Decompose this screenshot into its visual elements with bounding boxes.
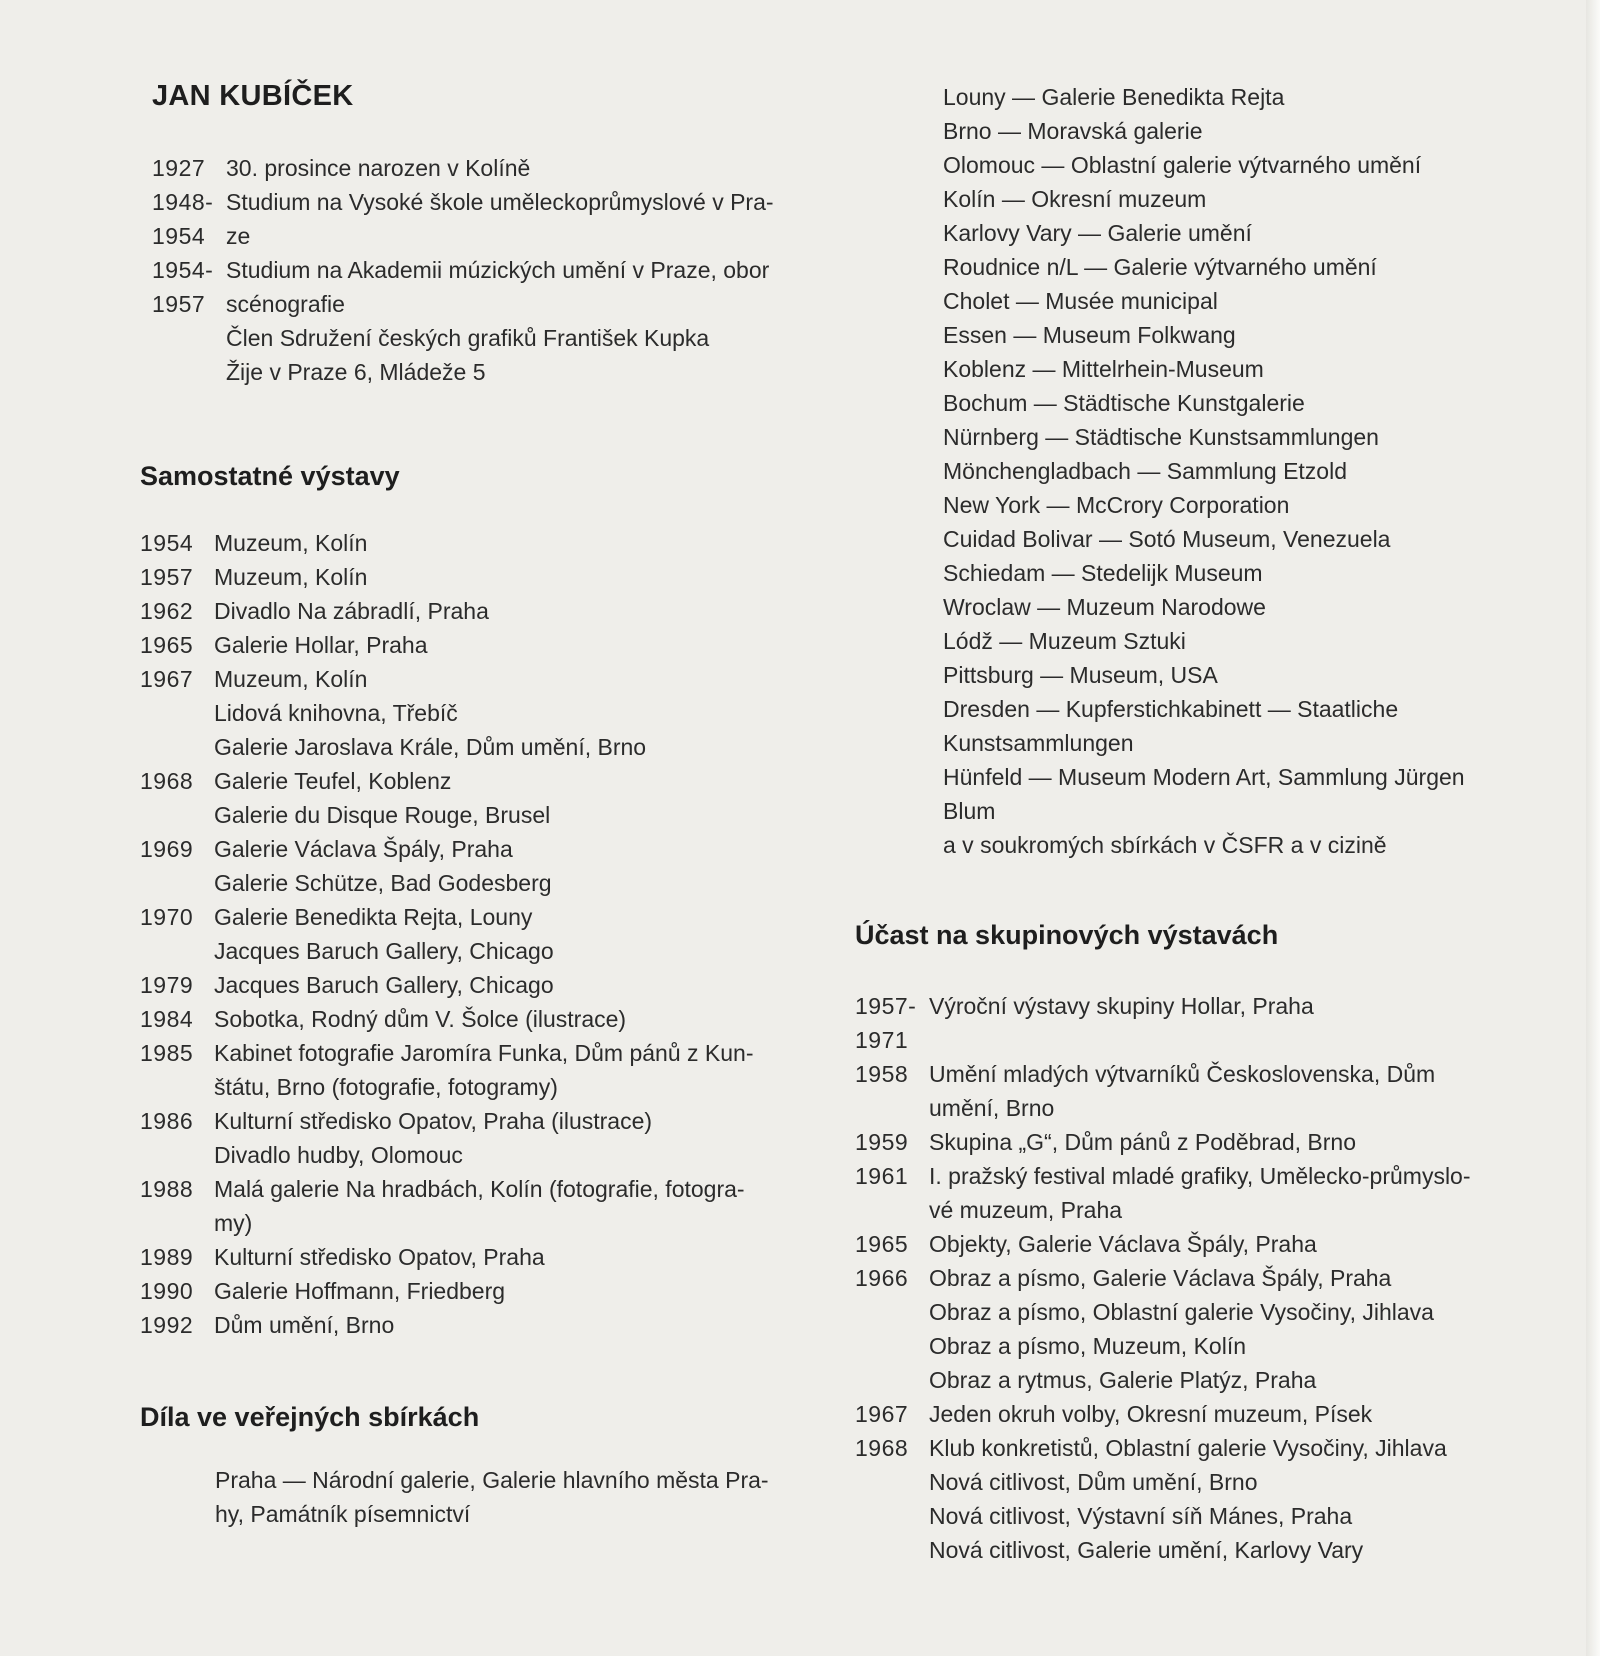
list-item: [140, 798, 800, 832]
entry-year: [855, 1193, 929, 1227]
list-item: [140, 696, 800, 730]
entry-text: Galerie du Disque Rouge, Brusel: [214, 802, 551, 828]
list-item: [855, 1125, 1505, 1159]
entry-text: Galerie Schütze, Bad Godesberg: [214, 870, 552, 896]
list-item: [140, 968, 800, 1002]
list-item: [140, 866, 800, 900]
public-collection-line: hy, Památník písemnictví: [215, 1501, 471, 1527]
entry-text: Nová citlivost, Výstavní síň Mánes, Praha: [929, 1503, 1353, 1529]
list-item: [140, 628, 800, 662]
list-item: [855, 1159, 1505, 1193]
solo-exhibitions-section: [140, 461, 800, 1342]
entry-year: 1992: [140, 1312, 194, 1338]
list-item: [855, 1193, 1505, 1227]
entry-text: Nová citlivost, Galerie umění, Karlovy Vary: [929, 1537, 1364, 1563]
list-item: [140, 526, 800, 560]
entry-year: 1988: [140, 1176, 194, 1202]
left-column: [140, 80, 800, 1531]
list-item: [855, 1227, 1505, 1261]
collection-line: Lódž — Muzeum Sztuki: [943, 628, 1186, 654]
entry-year: 1967: [855, 1401, 909, 1427]
collection-line: Cuidad Bolivar — Sotó Museum, Venezuela: [943, 526, 1391, 552]
list-item: [140, 1172, 800, 1206]
entry-text: Studium na Akademii múzických umění v Praze, obor: [226, 257, 770, 283]
collection-line: New York — McCrory Corporation: [943, 492, 1290, 518]
list-item: [140, 1138, 800, 1172]
entry-year: [140, 1206, 214, 1240]
entry-year: [140, 1138, 214, 1172]
entry-year: 1989: [140, 1244, 194, 1270]
list-item: [140, 560, 800, 594]
collection-line: Pittsburg — Museum, USA: [943, 662, 1218, 688]
entry-year: 1986: [140, 1108, 194, 1134]
entry-text: Divadlo hudby, Olomouc: [214, 1142, 463, 1168]
entry-year: 1990: [140, 1278, 194, 1304]
list-item: [855, 1465, 1505, 1499]
list-item: [152, 355, 800, 389]
list-item: [140, 1274, 800, 1308]
entry-year: [855, 1329, 929, 1363]
entry-text: Muzeum, Kolín: [214, 564, 368, 590]
entry-text: Galerie Hollar, Praha: [214, 632, 428, 658]
entry-year: 1957: [152, 291, 206, 317]
page-edge: [1586, 0, 1600, 1656]
entry-text: scénografie: [226, 291, 345, 317]
entry-text: Dům umění, Brno: [214, 1312, 395, 1338]
public-collection-line: Praha — Národní galerie, Galerie hlavního města Pra-: [215, 1467, 769, 1493]
collection-line: Nürnberg — Städtische Kunstsammlungen: [943, 424, 1379, 450]
entry-year: 1957-: [855, 993, 917, 1019]
entry-text: Kulturní středisko Opatov, Praha: [214, 1244, 545, 1270]
collection-line: Schiedam — Stedelijk Museum: [943, 560, 1263, 586]
list-item: [140, 730, 800, 764]
entry-text: Sobotka, Rodný dům V. Šolce (ilustrace): [214, 1006, 627, 1032]
entry-year: 1954-: [152, 257, 214, 283]
collection-line: Mönchengladbach — Sammlung Etzold: [943, 458, 1348, 484]
public-collection-prague: [215, 1463, 775, 1531]
entry-text: I. pražský festival mladé grafiky, Umělecko-průmyslo-: [929, 1163, 1471, 1189]
entry-text: Lidová knihovna, Třebíč: [214, 700, 458, 726]
entry-text: Galerie Václava Špály, Praha: [214, 836, 513, 862]
list-item: [152, 151, 800, 185]
entry-year: [855, 1533, 929, 1567]
entry-text: Malá galerie Na hradbách, Kolín (fotografie, fotogra-: [214, 1176, 745, 1202]
list-item: [855, 1499, 1505, 1533]
entry-text: ze: [226, 223, 251, 249]
entry-year: 1957: [140, 564, 194, 590]
entry-text: Jacques Baruch Gallery, Chicago: [214, 972, 554, 998]
list-item: [152, 219, 800, 253]
collection-line: Hünfeld — Museum Modern Art, Sammlung Jürgen: [943, 764, 1465, 790]
entry-year: 1965: [140, 632, 194, 658]
list-item: [140, 1308, 800, 1342]
list-item: [140, 832, 800, 866]
entry-year: [855, 1295, 929, 1329]
entry-text: Muzeum, Kolín: [214, 530, 368, 556]
entry-year: 1965: [855, 1231, 909, 1257]
list-item: [855, 1363, 1505, 1397]
list-item: [140, 662, 800, 696]
entry-text: Studium na Vysoké škole uměleckoprůmyslové v Pra-: [226, 189, 774, 215]
entry-year: 1948-: [152, 189, 214, 215]
solo-exhibitions-list: [140, 526, 800, 1342]
group-exhibitions-heading: Účast na skupinových výstavách: [855, 920, 1279, 950]
collection-line: Essen — Museum Folkwang: [943, 322, 1236, 348]
entry-text: Jeden okruh volby, Okresní muzeum, Písek: [929, 1401, 1373, 1427]
list-item: [140, 764, 800, 798]
entry-year: [152, 321, 226, 355]
entry-text: Výroční výstavy skupiny Hollar, Praha: [929, 993, 1314, 1019]
list-item: [855, 1397, 1505, 1431]
entry-text: Muzeum, Kolín: [214, 666, 368, 692]
entry-text: my): [214, 1210, 253, 1236]
list-item: [152, 321, 800, 355]
entry-text: Obraz a písmo, Galerie Václava Špály, Praha: [929, 1265, 1392, 1291]
collection-line: Koblenz — Mittelrhein-Museum: [943, 356, 1264, 382]
biography-list: [152, 151, 800, 389]
entry-year: 1979: [140, 972, 194, 998]
entry-year: 1962: [140, 598, 194, 624]
entry-year: 1969: [140, 836, 194, 862]
entry-text: vé muzeum, Praha: [929, 1197, 1123, 1223]
entry-text: Galerie Benedikta Rejta, Louny: [214, 904, 533, 930]
public-collections-section: [140, 1402, 800, 1531]
list-item: [855, 1329, 1505, 1363]
entry-year: 1966: [855, 1265, 909, 1291]
entry-year: [855, 1363, 929, 1397]
collection-line: Blum: [943, 798, 996, 824]
entry-year: [140, 696, 214, 730]
collection-line: Bochum — Städtische Kunstgalerie: [943, 390, 1305, 416]
collection-line: Brno — Moravská galerie: [943, 118, 1203, 144]
list-item: [855, 1533, 1505, 1567]
entry-year: [152, 355, 226, 389]
entry-text: Obraz a písmo, Muzeum, Kolín: [929, 1333, 1247, 1359]
entry-year: 1984: [140, 1006, 194, 1032]
entry-text: Jacques Baruch Gallery, Chicago: [214, 938, 554, 964]
entry-text: Kulturní středisko Opatov, Praha (ilustrace): [214, 1108, 653, 1134]
entry-text: 30. prosince narozen v Kolíně: [226, 155, 531, 181]
list-item: [152, 253, 800, 287]
entry-text: Galerie Hoffmann, Friedberg: [214, 1278, 506, 1304]
list-item: [140, 1002, 800, 1036]
list-item: [140, 900, 800, 934]
list-item: [855, 1057, 1505, 1091]
collections-list: [943, 80, 1505, 862]
list-item: [152, 185, 800, 219]
list-item: [140, 1036, 800, 1070]
entry-text: Umění mladých výtvarníků Československa, Dům: [929, 1061, 1436, 1087]
collection-line: Wroclaw — Muzeum Narodowe: [943, 594, 1266, 620]
list-item: [855, 1295, 1505, 1329]
entry-year: 1961: [855, 1163, 909, 1189]
group-exhibitions-list: [855, 989, 1505, 1567]
entry-year: 1954: [152, 223, 206, 249]
entry-text: Kabinet fotografie Jaromíra Funka, Dům pánů z Kun-: [214, 1040, 754, 1066]
entry-year: 1927: [152, 155, 206, 181]
entry-text: Galerie Jaroslava Krále, Dům umění, Brno: [214, 734, 647, 760]
public-collections-heading: Díla ve veřejných sbírkách: [140, 1402, 480, 1432]
entry-year: [140, 934, 214, 968]
entry-text: Nová citlivost, Dům umění, Brno: [929, 1469, 1258, 1495]
list-item: [855, 989, 1505, 1023]
collection-line: Olomouc — Oblastní galerie výtvarného umění: [943, 152, 1422, 178]
entry-text: Člen Sdružení českých grafiků František Kupka: [226, 325, 710, 351]
entry-year: 1968: [855, 1435, 909, 1461]
collection-line: Louny — Galerie Benedikta Rejta: [943, 84, 1285, 110]
entry-year: 1954: [140, 530, 194, 556]
entry-year: 1958: [855, 1061, 909, 1087]
entry-text: Obraz a písmo, Oblastní galerie Vysočiny, Jihlava: [929, 1299, 1434, 1325]
list-item: [140, 594, 800, 628]
entry-year: [855, 1091, 929, 1125]
entry-year: [140, 798, 214, 832]
entry-text: Objekty, Galerie Václava Špály, Praha: [929, 1231, 1317, 1257]
entry-text: umění, Brno: [929, 1095, 1055, 1121]
list-item: [140, 1070, 800, 1104]
list-item: [140, 1206, 800, 1240]
list-item: [855, 1091, 1505, 1125]
entry-year: [140, 866, 214, 900]
list-item: [855, 1261, 1505, 1295]
entry-text: Divadlo Na zábradlí, Praha: [214, 598, 489, 624]
solo-exhibitions-heading: Samostatné výstavy: [140, 461, 400, 491]
collection-line: Cholet — Musée municipal: [943, 288, 1218, 314]
list-item: [855, 1023, 1505, 1057]
entry-text: Galerie Teufel, Koblenz: [214, 768, 452, 794]
entry-text: [929, 1023, 1505, 1057]
entry-year: 1968: [140, 768, 194, 794]
collection-line: a v soukromých sbírkách v ČSFR a v cizině: [943, 832, 1387, 858]
entry-year: [855, 1465, 929, 1499]
collection-line: Roudnice n/L — Galerie výtvarného umění: [943, 254, 1377, 280]
right-column: [855, 80, 1505, 1567]
entry-text: Obraz a rytmus, Galerie Platýz, Praha: [929, 1367, 1317, 1393]
collection-line: Karlovy Vary — Galerie umění: [943, 220, 1252, 246]
entry-year: 1967: [140, 666, 194, 692]
list-item: [140, 934, 800, 968]
entry-year: [855, 1499, 929, 1533]
entry-year: 1985: [140, 1040, 194, 1066]
entry-year: [140, 1070, 214, 1104]
entry-year: [140, 730, 214, 764]
collection-line: Dresden — Kupferstichkabinett — Staatliche: [943, 696, 1399, 722]
group-exhibitions-section: [855, 920, 1505, 1567]
entry-text: Klub konkretistů, Oblastní galerie Vysočiny, Jihlava: [929, 1435, 1447, 1461]
entry-year: 1959: [855, 1129, 909, 1155]
list-item: [140, 1240, 800, 1274]
list-item: [152, 287, 800, 321]
entry-text: Žije v Praze 6, Mládeže 5: [226, 359, 486, 385]
entry-year: 1971: [855, 1027, 909, 1053]
entry-text: štátu, Brno (fotografie, fotogramy): [214, 1074, 558, 1100]
entry-text: Skupina „G“, Dům pánů z Poděbrad, Brno: [929, 1129, 1357, 1155]
list-item: [140, 1104, 800, 1138]
artist-name: JAN KUBÍČEK: [152, 80, 354, 112]
collection-line: Kunstsammlungen: [943, 730, 1134, 756]
collection-line: Kolín — Okresní muzeum: [943, 186, 1207, 212]
entry-year: 1970: [140, 904, 194, 930]
list-item: [855, 1431, 1505, 1465]
